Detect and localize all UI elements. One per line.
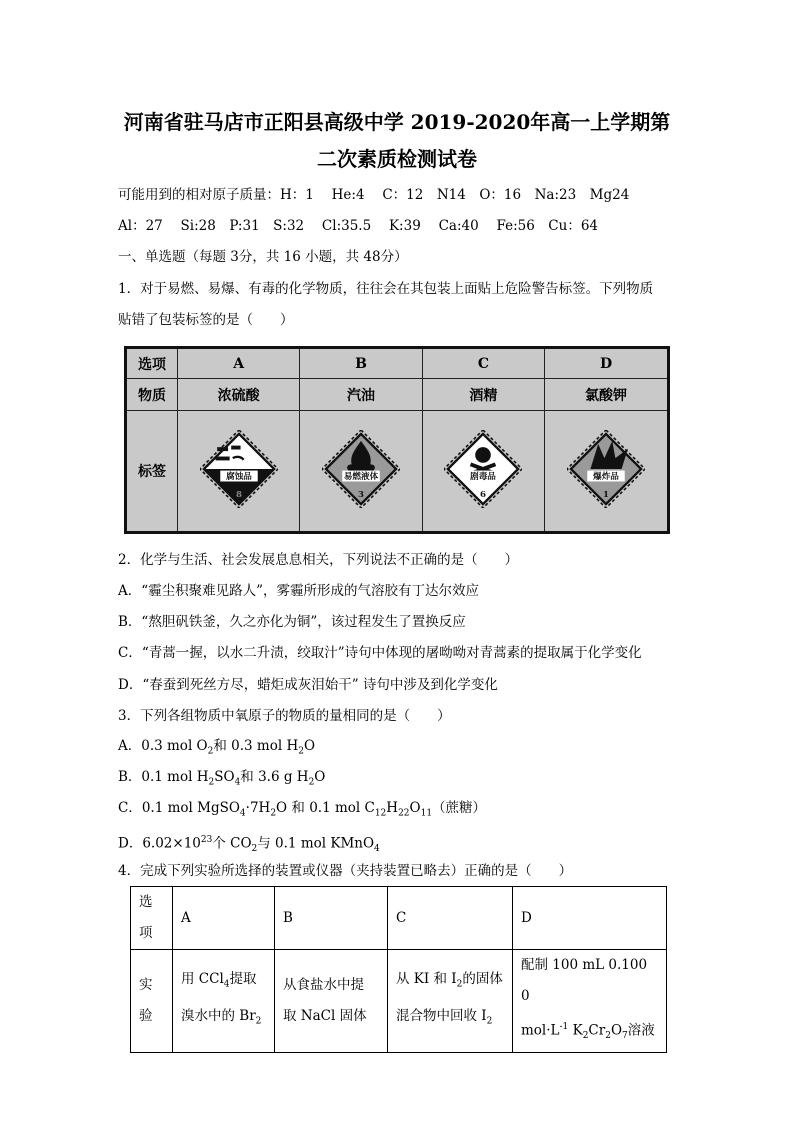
exp-line: 从食盐水中提 — [283, 977, 364, 994]
exp-line: 取 NaCl 固体 — [283, 1008, 367, 1025]
hazard-label-table — [124, 346, 670, 534]
title-line-1: 河南省驻马店市正阳县高级中学 2019-2020年高一上学期第 — [123, 110, 671, 134]
label-cell — [422, 411, 544, 533]
option-cell: C — [388, 887, 513, 950]
flame-hazard-sign-icon — [322, 430, 400, 508]
option-cell: B — [275, 887, 388, 950]
header-substance: 物质 — [126, 379, 178, 411]
hazard-class-number: 1 — [603, 490, 610, 501]
exp-line: 混合物中回收 $I_2$ — [396, 1008, 493, 1027]
experiment-cell — [388, 950, 513, 1053]
option-cell: D — [545, 348, 669, 379]
header-option: 选项 — [126, 348, 178, 379]
skull-hazard-sign-icon — [444, 430, 522, 508]
q3-stem: 3．下列各组物质中氧原子的物质的量相同的是（ ） — [118, 708, 451, 724]
q2-stem: 2．化学与生活、社会发展息息相关，下列说法不正确的是（ ） — [118, 552, 519, 568]
q3-option-c: C．0.1 mol $MgSO_4\cdot 7H_2O$ 和 0.1 mol $C_{12}H_{22}O_{11}$（蔗糖） — [118, 800, 487, 819]
substance-cell: 汽油 — [300, 379, 422, 411]
label-cell — [300, 411, 422, 533]
hazard-class-number: 6 — [480, 490, 487, 501]
q2-option-b: B．“熬胆矾铁釜，久之亦化为铜”，该过程发生了置换反应 — [118, 614, 466, 630]
substance-cell: 浓硫酸 — [178, 379, 300, 411]
atomic-masses-2: Al：27 Si:28 P:31 S:32 Cl:35.5 K:39 Ca:40 Fe:56 Cu：64 — [118, 218, 599, 234]
corrosive-hazard-sign-icon — [200, 430, 278, 508]
label-cell — [545, 411, 669, 533]
q3-option-d: D．$6.02\times 10^{23}$个 $CO_2$与 0.1 mol KMnO$_4$ — [118, 835, 380, 855]
option-cell: A — [173, 887, 275, 950]
q3-option-a: A．0.3 mol $O_2$和 0.3 mol $H_2O$ — [118, 738, 316, 757]
hazard-sign-text: 爆炸品 — [593, 472, 619, 483]
q2-option-a: A．“霾尘积聚难见路人”，雾霾所形成的气溶胶有丁达尔效应 — [118, 583, 480, 599]
substance-cell: 酒精 — [422, 379, 544, 411]
hazard-class-number: 3 — [358, 490, 365, 501]
experiment-table — [130, 886, 667, 1053]
q2-option-c: C．“青蒿一握，以水二升渍，绞取汁”诗句中体现的屠呦呦对青蒿素的提取属于化学变化 — [118, 645, 642, 661]
experiment-cell — [275, 950, 388, 1053]
title-line-2: 二次素质检测试卷 — [317, 147, 477, 171]
substance-cell: 氯酸钾 — [545, 379, 669, 411]
experiment-cell — [513, 950, 667, 1053]
hazard-sign-text: 剧毒品 — [470, 472, 497, 483]
header-experiment: 实验 — [131, 950, 173, 1053]
header-option: 选项 — [131, 887, 173, 950]
option-cell: A — [178, 348, 300, 379]
hazard-sign-text: 腐蚀品 — [225, 472, 252, 483]
exp-line: 从 KI 和 $I_2$的固体 — [396, 971, 503, 991]
exp-line: 溴水中的 $Br_2$ — [181, 1008, 262, 1027]
option-cell: D — [513, 887, 667, 950]
label-cell — [178, 411, 300, 533]
section-heading: 一、单选题（每题 3分，共 16 小题，共 48分） — [118, 249, 408, 265]
exp-line: 用 CCl$_4$提取 — [181, 971, 257, 991]
option-cell: C — [422, 348, 544, 379]
q1-stem-2: 贴错了包装标签的是（ ） — [118, 312, 294, 328]
experiment-cell — [173, 950, 275, 1053]
hazard-sign-text: 易燃液体 — [343, 472, 379, 483]
hazard-class-number: 8 — [235, 490, 242, 501]
explosion-hazard-sign-icon — [567, 430, 645, 508]
header-label: 标签 — [126, 411, 178, 533]
q4-stem: 4．完成下列实验所选择的装置或仪器（夹持装置已略去）正确的是（ ） — [118, 863, 573, 879]
atomic-masses-1: 可能用到的相对原子质量：H：1 He:4 C：12 N14 O：16 Na:23 Mg24 — [118, 187, 630, 203]
q3-option-b: B．0.1 mol $H_2SO_4$和 3.6 g $H_2O$ — [118, 769, 326, 788]
q2-option-d: D．“春蚕到死丝方尽，蜡炬成灰泪始干” 诗句中涉及到化学变化 — [118, 677, 498, 693]
q1-stem-1: 1．对于易燃、易爆、有毒的化学物质，往往会在其包装上面贴上危险警告标签。下列物质 — [118, 281, 654, 297]
exp-line: 配制 100 mL 0.100 0 — [521, 957, 648, 1004]
option-cell: B — [300, 348, 422, 379]
exp-line: $mol\cdot L^{-1}$ $K_2Cr_2O_7$溶液 — [521, 1022, 655, 1042]
